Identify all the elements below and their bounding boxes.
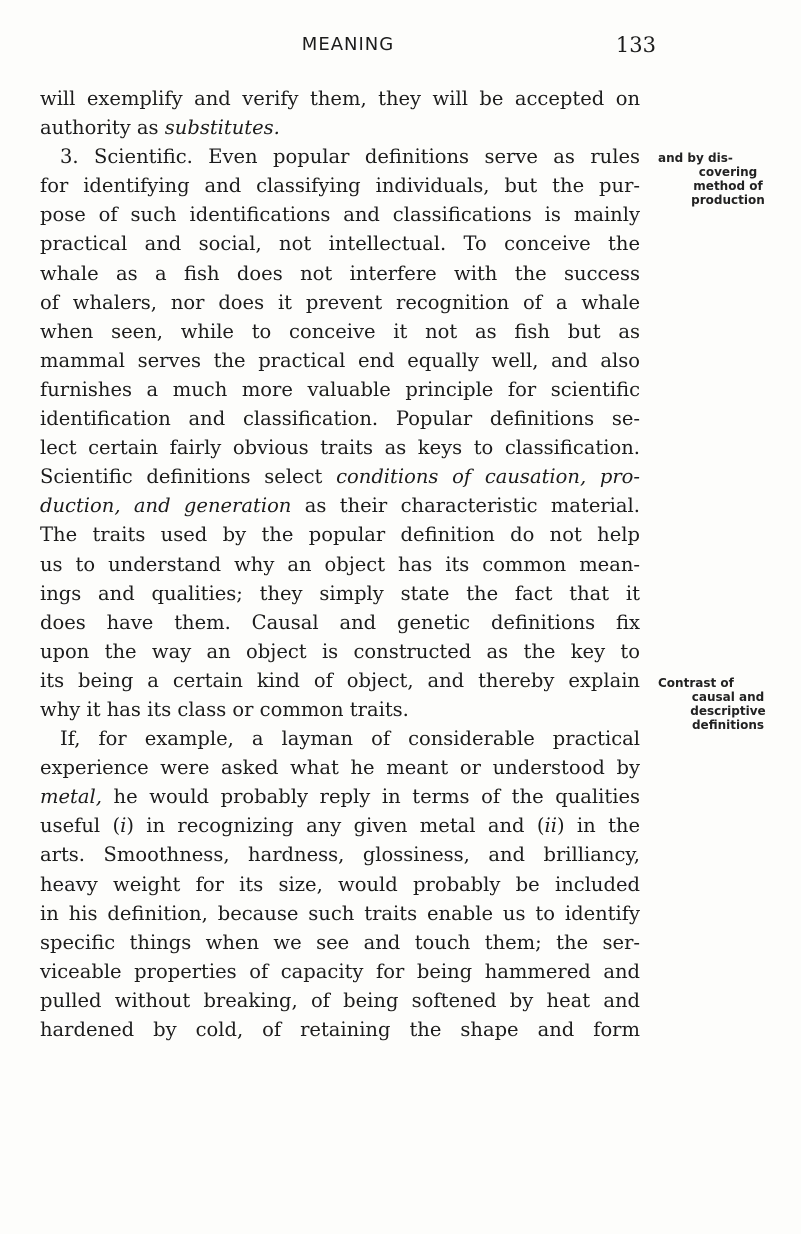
text-line [40,550,640,579]
text-line [40,84,640,113]
italic-text: duction, and generation [40,494,292,518]
text-segment: viceable properties of capacity for being hammered and [40,959,640,983]
text-segment: practical and social, not intellectual. To conceive the [40,232,640,256]
text-segment: heavy weight for its size, would probably be included [40,872,640,896]
margin-note-line: descriptive [690,704,766,718]
margin-note-line: method of [693,179,763,193]
margin-note-line: production [691,193,765,207]
text-line [40,666,640,695]
text-line [40,957,640,986]
text-segment: experience were asked what he meant or understood by [40,756,640,780]
text-segment: If, for example, a layman of considerable practical [60,727,640,751]
running-header [40,34,656,64]
text-segment: Scientific definitions select [40,465,337,489]
text-line [40,317,640,346]
text-line [40,637,640,666]
margin-note-line: covering [698,165,758,179]
text-line [40,782,640,811]
text-segment: pulled without breaking, of being softened by heat and [40,988,640,1012]
margin-note-line: causal and [691,690,765,704]
text-line [40,520,640,549]
text-line [40,928,640,957]
text-line [40,724,640,753]
text-line [40,142,640,171]
text-segment: The traits used by the popular definition do not help [40,523,640,547]
text-line [40,608,640,637]
margin-note-discovering-method [658,151,798,207]
text-line [40,113,640,142]
text-segment: mammal serves the practical end equally well, and also [40,348,640,372]
text-line [40,375,640,404]
body-text [40,84,640,1044]
italic-text: conditions of causation, pro- [336,465,640,489]
text-segment: why it has its class or common traits. [40,697,409,721]
text-segment: hardened by cold, of retaining the shape and form [40,1018,640,1041]
text-segment: ) in recognizing any given metal and ( [126,814,545,838]
text-segment: will exemplify and verify them, they will be accepted on [40,87,640,110]
text-segment: he would probably reply in terms of the qualities [101,785,640,809]
text-line [40,899,640,928]
text-line [40,1015,640,1044]
text-segment: authority as [40,116,165,140]
text-segment: 3. Scientific. Even popular definitions serve as rules [60,145,640,169]
text-segment: does have them. Causal and genetic definitions fix [40,610,640,634]
text-line [40,200,640,229]
text-line [40,840,640,869]
text-line [40,171,640,200]
margin-note-line: Contrast of [658,676,734,690]
text-line [40,229,640,258]
text-segment: arts. Smoothness, hardness, glossiness, and brilliancy, [40,843,640,867]
text-segment: ings and qualities; they simply state the fact that it [40,581,640,605]
text-segment: useful ( [40,814,121,838]
text-segment: specific things when we see and touch them; the ser- [40,930,640,954]
italic-text: ii [544,814,557,838]
margin-note-contrast-definitions [658,676,798,732]
text-segment: upon the way an object is constructed as the key to [40,639,640,663]
text-line [40,346,640,375]
page-number: 133 [615,33,656,57]
text-segment: lect certain fairly obvious traits as keys to classification. [40,436,640,460]
text-segment: of whalers, nor does it prevent recognition of a whale [40,290,640,314]
text-line [40,986,640,1015]
text-line [40,433,640,462]
text-line [40,753,640,782]
text-line [40,579,640,608]
margin-note-line: and by dis- [658,151,733,165]
text-segment: when seen, while to conceive it not as fish but as [40,319,640,343]
text-line [40,404,640,433]
text-line [40,695,640,724]
margin-note-line: definitions [691,718,765,732]
running-title: MEANING [301,34,395,55]
text-segment: as their characteristic material. [291,494,640,518]
text-segment: whale as a fish does not interfere with the success [40,261,640,285]
text-line [40,491,640,520]
text-line [40,870,640,899]
text-segment: furnishes a much more valuable principle for scientific [40,377,640,401]
text-line [40,259,640,288]
text-segment: for identifying and classifying individuals, but the pur- [40,174,640,198]
text-line [40,462,640,491]
text-segment: in his definition, because such traits enable us to identify [40,901,640,925]
text-segment: pose of such identifications and classifications is mainly [40,203,640,227]
text-segment: identification and classification. Popular definitions se- [40,407,640,431]
text-line [40,811,640,840]
text-segment: its being a certain kind of object, and thereby explain [40,668,640,692]
italic-text: substitutes. [164,116,280,140]
italic-text: i [120,814,127,838]
text-line [40,288,640,317]
text-segment: ) in the [556,814,640,838]
text-segment: us to understand why an object has its common mean- [40,552,640,576]
italic-text: metal, [40,785,102,809]
